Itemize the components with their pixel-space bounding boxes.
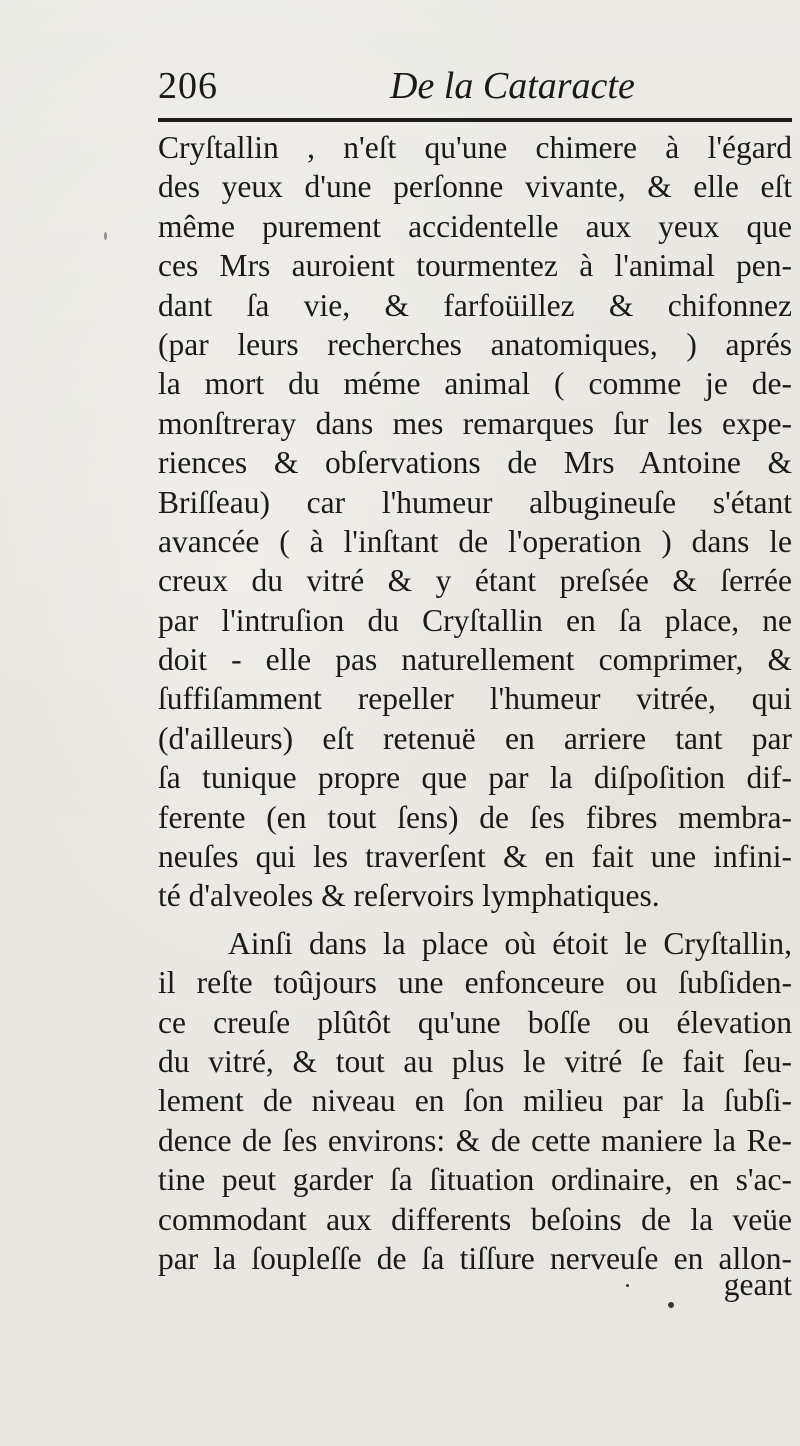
text-line: il reſte toûjours une enfonceure ou ſubſiden-	[158, 965, 792, 1001]
text-line: tine peut garder ſa ſituation ordinaire, en s'ac-	[158, 1162, 792, 1198]
paragraph-2	[158, 924, 792, 1279]
text-line: ferente (en tout ſens) de ſes fibres membra-	[158, 799, 792, 835]
text-line: riences & obſervations de Mrs Antoine &	[158, 445, 792, 481]
paragraph-gap	[158, 916, 792, 924]
text-line: ces Mrs auroient tourmentez à l'animal pen-	[158, 248, 792, 284]
text-line: du vitré, & tout au plus le vitré ſe fait ſeu-	[158, 1043, 792, 1079]
text-line: (d'ailleurs) eſt retenuë en arriere tant par	[158, 720, 792, 756]
text-line: commodant aux differents beſoins de la veüe	[158, 1201, 792, 1237]
page-number: 206	[158, 65, 218, 107]
text-line: par l'intruſion du Cryſtallin en ſa place, ne	[158, 602, 792, 638]
text-line: (par leurs recherches anatomiques, ) aprés	[158, 326, 792, 362]
ink-speck	[668, 1302, 674, 1308]
paragraph-1	[158, 128, 792, 916]
text-line: la mort du méme animal ( comme je de-	[158, 366, 792, 402]
text-line: avancée ( à l'inſtant de l'operation ) dans le	[158, 523, 792, 559]
header-rule	[158, 118, 792, 122]
ink-speck	[626, 1284, 629, 1287]
page-header	[158, 58, 792, 114]
text-line: dence de ſes environs: & de cette maniere la Re-	[158, 1122, 792, 1158]
text-line: neuſes qui les traverſent & en fait une infini-	[158, 839, 792, 875]
text-line: doit - elle pas naturellement comprimer, &	[158, 642, 792, 678]
text-line: Cryſtallin , n'eſt qu'une chimere à l'égard	[158, 130, 792, 165]
text-line: ce creuſe plûtôt qu'une boſſe ou élevation	[158, 1004, 792, 1040]
running-head: De la Cataracte	[390, 65, 635, 107]
ink-speck	[104, 232, 107, 240]
text-line: des yeux d'une perſonne vivante, & elle eſt	[158, 169, 792, 205]
text-line: lement de niveau en ſon milieu par la ſubſi-	[158, 1083, 792, 1119]
text-line: ſuffiſamment repeller l'humeur vitrée, qui	[158, 681, 792, 717]
text-line: Ainſi dans la place où étoit le Cryſtallin,	[228, 925, 792, 961]
text-line: Briſſeau) car l'humeur albugineuſe s'étant	[158, 484, 792, 520]
text-line: ſa tunique propre que par la diſpoſition dif-	[158, 760, 792, 796]
text-line: dant ſa vie, & farfoüillez & chifonnez	[158, 287, 792, 323]
text-line: même purement accidentelle aux yeux que	[158, 208, 792, 244]
catchword: geant	[723, 1267, 792, 1302]
text-line: monſtreray dans mes remarques ſur les expe-	[158, 405, 792, 441]
text-line: creux du vitré & y étant preſsée & ſerrée	[158, 563, 792, 599]
body-text	[158, 128, 792, 1278]
text-line: té d'alveoles & reſervoirs lymphatiques.	[158, 878, 660, 914]
text-line: par la ſoupleſſe de ſa tiſſure nerveuſe en allon-	[158, 1240, 792, 1276]
